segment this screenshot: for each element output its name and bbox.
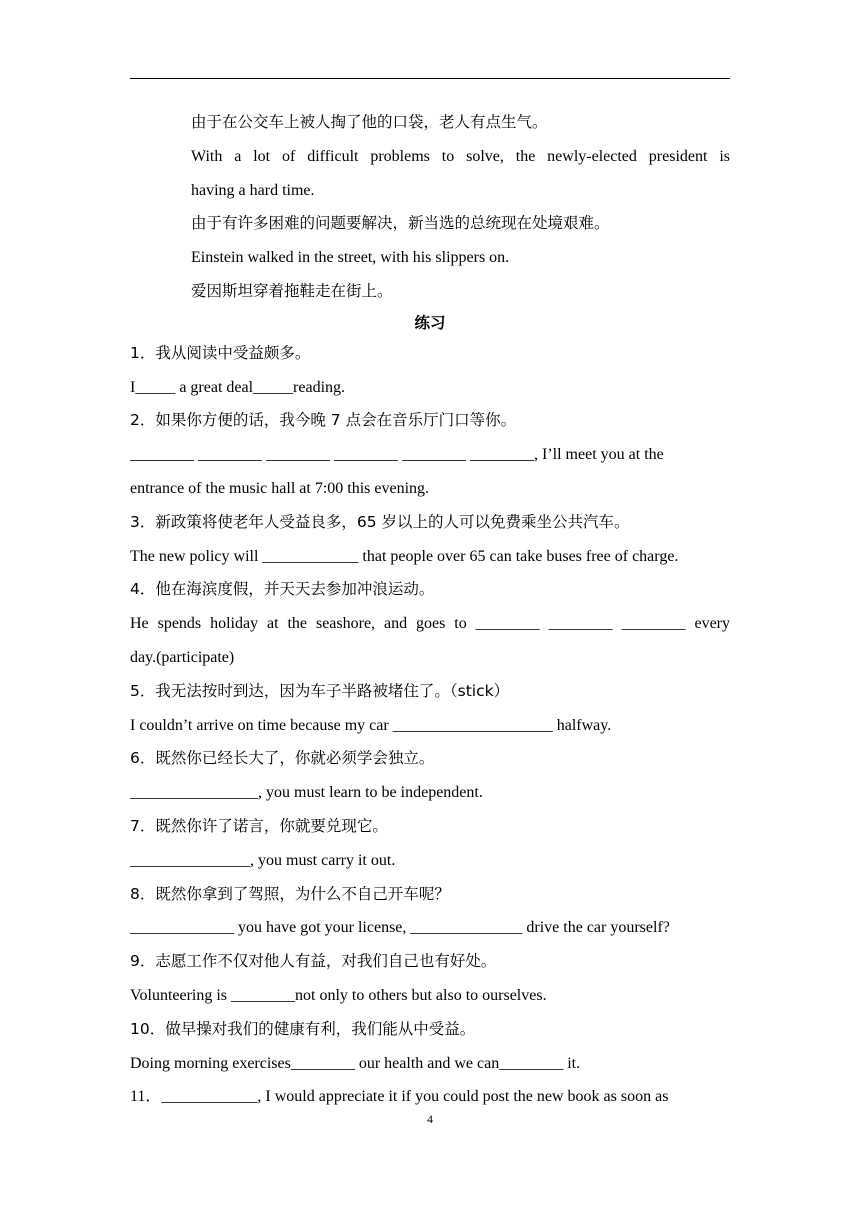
exercise-line: 5．我无法按时到达，因为车子半路被堵住了。（stick） bbox=[130, 681, 510, 700]
example-line: 由于在公交车上被人掏了他的口袋，老人有点生气。 bbox=[191, 113, 548, 131]
exercise-line: 10．做早操对我们的健康有利，我们能从中受益。 bbox=[130, 1019, 476, 1038]
exercise-line: day.(participate) bbox=[130, 648, 235, 666]
exercise-line: 2．如果你方便的话，我今晚 7 点会在音乐厅门口等你。 bbox=[130, 411, 517, 430]
exercise-line: The new policy will ____________ that people over 65 can take buses free of charge. bbox=[130, 547, 679, 565]
exercise-line: I_____ a great deal_____reading. bbox=[130, 378, 346, 396]
example-line: 由于有许多困难的问题要解决，新当选的总统现在处境艰难。 bbox=[191, 214, 610, 233]
page-content bbox=[130, 106, 730, 1114]
exercise-line: Volunteering is ________not only to others but also to ourselves. bbox=[130, 986, 547, 1004]
exercise-line: ________ ________ ________ ________ ________ ________, I’ll meet you at the bbox=[130, 446, 664, 464]
exercise-line: 6．既然你已经长大了，你就必须学会独立。 bbox=[130, 749, 435, 768]
exercise-line: 1．我从阅读中受益颇多。 bbox=[130, 343, 311, 362]
example-sentences bbox=[130, 106, 730, 309]
header-rule bbox=[130, 78, 730, 79]
exercise-line: 3．新政策将使老年人受益良多，65 岁以上的人可以免费乘坐公共汽车。 bbox=[130, 512, 630, 531]
exercise-line: 7．既然你许了诺言，你就要兑现它。 bbox=[130, 816, 388, 835]
exercise-line: He spends holiday at the seashore, and goes to ________ ________ ________ every bbox=[130, 615, 730, 633]
exercise-line: 11．____________, I would appreciate it if you could post the new book as soon as bbox=[130, 1088, 669, 1106]
exercise-line: 8．既然你拿到了驾照，为什么不自己开车呢？ bbox=[130, 884, 450, 903]
exercise-line: 9．志愿工作不仅对他人有益，对我们自己也有好处。 bbox=[130, 952, 497, 971]
exercise-line: Doing morning exercises________ our health and we can________ it. bbox=[130, 1054, 581, 1072]
exercise-line: 4．他在海滨度假，并天天去参加冲浪运动。 bbox=[130, 580, 435, 599]
example-line: having a hard time. bbox=[191, 181, 315, 199]
exercise-line: _____________ you have got your license, ______________ drive the car yourself? bbox=[130, 919, 670, 937]
example-line: With a lot of difficult problems to solve, the newly-elected president is bbox=[191, 147, 730, 165]
exercise-line: I couldn’t arrive on time because my car ____________________ halfway. bbox=[130, 716, 612, 734]
example-line: 爱因斯坦穿着拖鞋走在街上。 bbox=[191, 281, 393, 300]
exercise-line: entrance of the music hall at 7:00 this evening. bbox=[130, 479, 430, 497]
exercise-line: ________________, you must learn to be independent. bbox=[130, 784, 483, 802]
exercise-line: _______________, you must carry it out. bbox=[130, 851, 396, 869]
page-number: 4 bbox=[427, 1112, 433, 1126]
exercise-list bbox=[130, 337, 730, 1114]
example-line: Einstein walked in the street, with his slippers on. bbox=[191, 249, 510, 267]
section-title: 练习 bbox=[414, 313, 446, 332]
